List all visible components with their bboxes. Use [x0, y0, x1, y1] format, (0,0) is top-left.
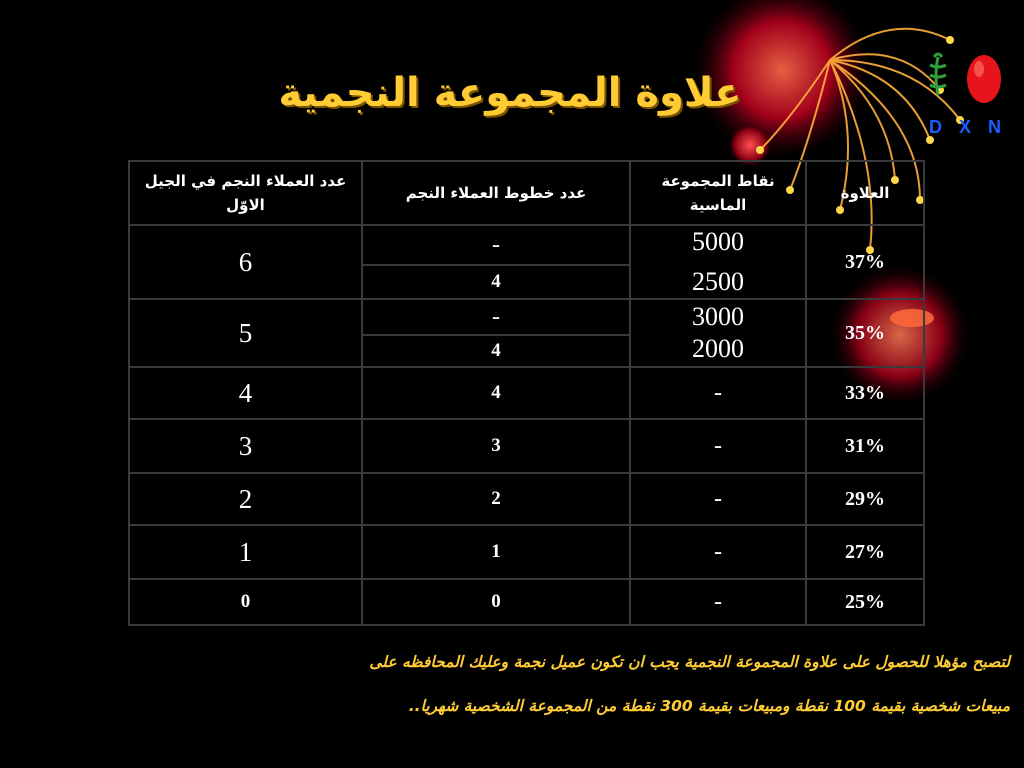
bonus-table — [128, 160, 925, 626]
table-header-row — [129, 161, 924, 225]
cell-points — [630, 299, 806, 367]
table-row — [129, 225, 924, 265]
cell-lines: - — [362, 225, 630, 265]
cell-points: - — [630, 473, 806, 525]
cell-lines: 4 — [362, 265, 630, 299]
cell-points: - — [630, 419, 806, 473]
cell-first-gen: 4 — [129, 367, 362, 419]
table-row — [129, 579, 924, 625]
qualification-note — [50, 640, 1010, 728]
cell-points-value: 3000 — [692, 302, 744, 331]
cell-first-gen: 5 — [129, 299, 362, 367]
table-row — [129, 419, 924, 473]
cell-first-gen: 0 — [129, 579, 362, 625]
cell-lines: 1 — [362, 525, 630, 579]
dxn-logo-mark — [924, 45, 1012, 115]
cell-lines: 2 — [362, 473, 630, 525]
cell-first-gen: 6 — [129, 225, 362, 299]
cell-points-value: 2500 — [692, 267, 744, 296]
table-row — [129, 473, 924, 525]
cell-lines: 0 — [362, 579, 630, 625]
header-points: نقاط المجموعة الماسية — [630, 161, 806, 225]
cell-points: - — [630, 367, 806, 419]
header-bonus: العلاوة — [806, 161, 924, 225]
cell-bonus: 33% — [806, 367, 924, 419]
cell-first-gen: 1 — [129, 525, 362, 579]
page-title: علاوة المجموعة النجمية — [278, 70, 742, 116]
table-row — [129, 367, 924, 419]
cell-bonus: 27% — [806, 525, 924, 579]
header-first-gen: عدد العملاء النجم في الجيل الاوّل — [129, 161, 362, 225]
header-lines: عدد خطوط العملاء النجم — [362, 161, 630, 225]
cell-bonus: 35% — [806, 299, 924, 367]
cell-points-value: 5000 — [692, 227, 744, 256]
cell-lines: 4 — [362, 335, 630, 367]
cell-lines: 4 — [362, 367, 630, 419]
cell-points-value: 2000 — [692, 334, 744, 363]
note-line: لتصبح مؤهلا للحصول على علاوة المجموعة النجمية يجب ان تكون عميل نجمة وعليك المحافظه على — [369, 653, 1010, 671]
logo-text: D X N — [928, 117, 1007, 137]
cell-points: - — [630, 579, 806, 625]
cell-bonus: 25% — [806, 579, 924, 625]
table-row — [129, 299, 924, 335]
cell-first-gen: 3 — [129, 419, 362, 473]
cell-points: - — [630, 525, 806, 579]
cell-bonus: 31% — [806, 419, 924, 473]
table-row — [129, 525, 924, 579]
cell-points — [630, 225, 806, 299]
cell-lines: 3 — [362, 419, 630, 473]
cell-bonus: 29% — [806, 473, 924, 525]
cell-first-gen: 2 — [129, 473, 362, 525]
cell-lines: - — [362, 299, 630, 335]
dxn-logo — [924, 45, 1012, 145]
cell-bonus: 37% — [806, 225, 924, 299]
note-line: مبيعات شخصية بقيمة 100 نقطة ومبيعات بقيمة 300 نقطة من المجموعة الشخصية شهريا.. — [408, 697, 1010, 715]
